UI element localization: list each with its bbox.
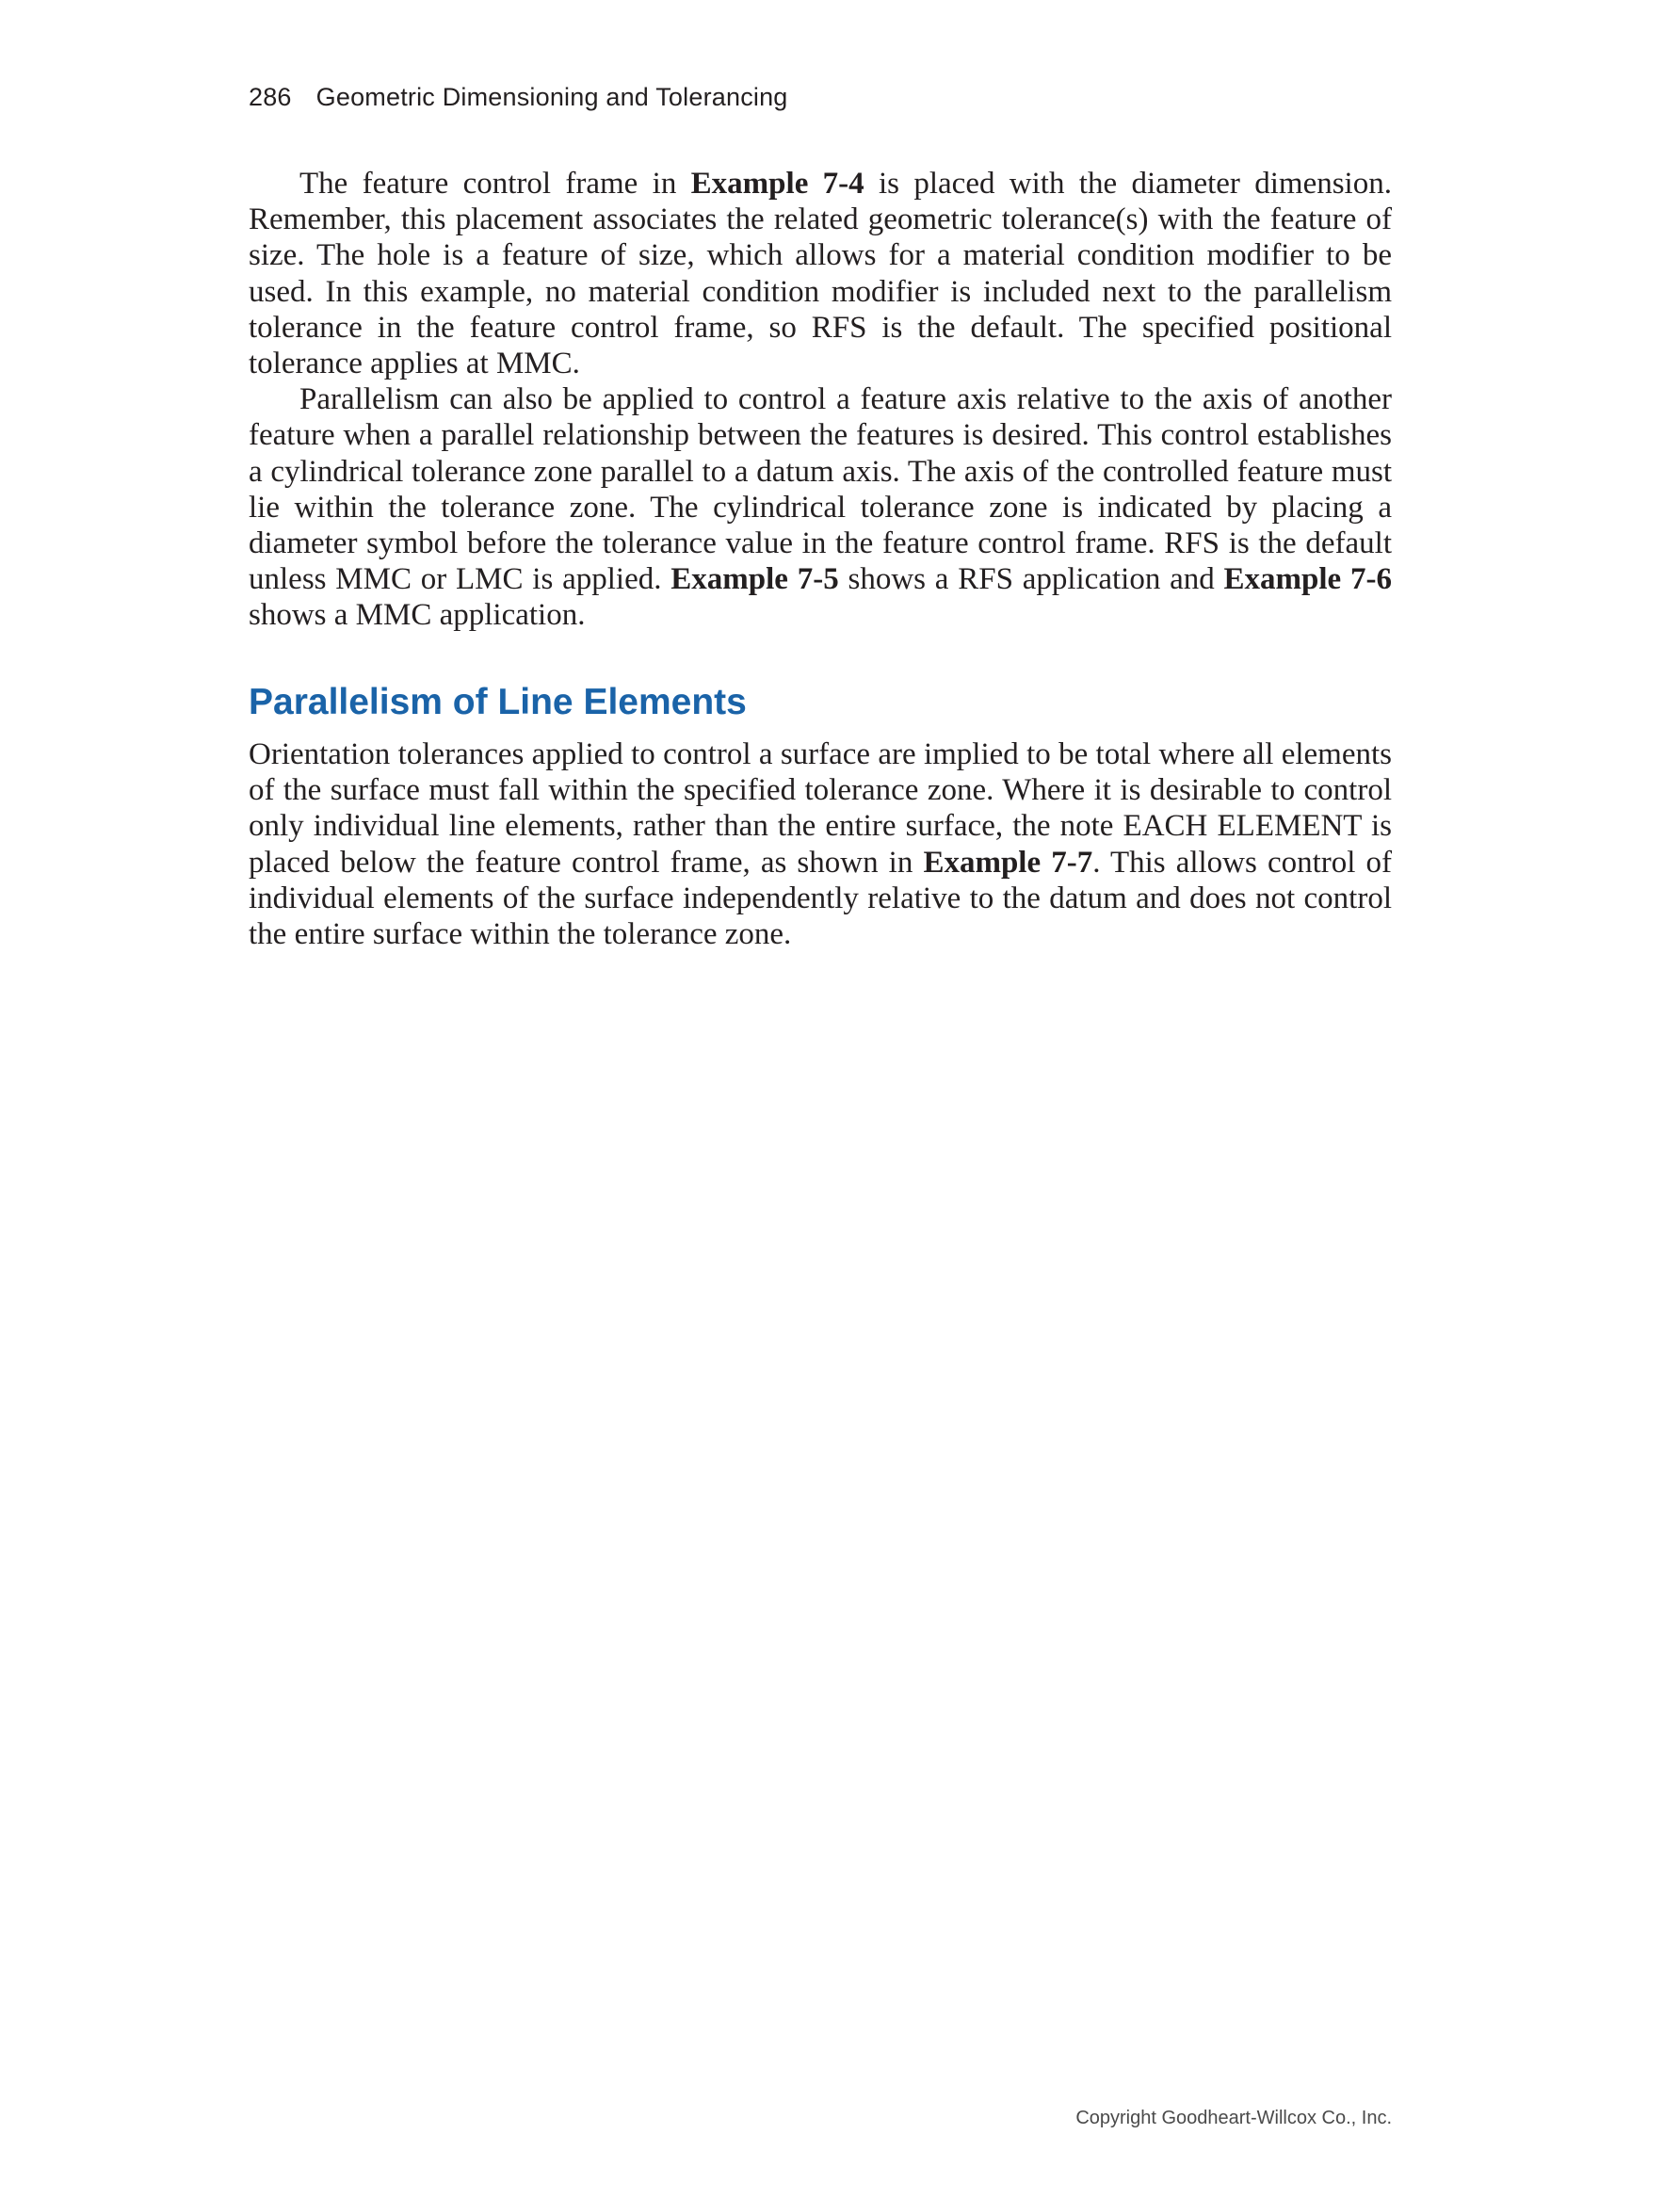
section-heading: Parallelism of Line Elements [249,682,747,722]
running-header [249,83,788,112]
paragraph-3-text-1: Orientation tolerances applied to control a surface are implied to be total where all elements of the surface must fall within the specified tolerance zone. Where it is desirable to control only individual line elements, rather than the entire surface, the note EACH ELEMENT is placed below the feature control frame, as shown in [249,737,1392,880]
paragraph-2-text-2: shows a RFS application and [838,562,1224,597]
paragraph-3 [249,736,1392,952]
paragraph-1-text-1: The feature control frame in [299,167,691,201]
example-reference: Example 7-5 [670,562,839,597]
example-reference: Example 7-6 [1223,562,1392,597]
running-title: Geometric Dimensioning and Tolerancing [315,83,788,111]
section-text-block [249,736,1392,952]
paragraph-1-text-2: is placed with the diameter dimension. Remember, this placement associates the related geometric tolerance(s) with the feature of size. The hole is a feature of size, which allows for a material condition modifier to be used. In this example, no material condition modifier is included next to the parallelism tolerance in the feature control frame, so RFS is the default. The specified positional tolerance applies at MMC. [249,167,1392,381]
paragraph-2-text-1: Parallelism can also be applied to control a feature axis relative to the axis of another feature when a parallel relationship between the features is desired. This control establishes a cylindrical tolerance zone parallel to a datum axis. The axis of the controlled feature must lie within the tolerance zone. The cylindrical tolerance zone is indicated by placing a diameter symbol before the tolerance value in the feature control frame. RFS is the default unless MMC or LMC is applied. [249,382,1392,597]
example-reference: Example 7-7 [923,845,1093,880]
page-number: 286 [249,83,292,111]
copyright-notice: Copyright Goodheart-Willcox Co., Inc. [1075,2108,1392,2128]
paragraph-3-text-2: . This allows control of individual elements of the surface independently relative to the datum and does not control the entire surface within the tolerance zone. [249,845,1392,952]
example-reference: Example 7-4 [690,167,864,201]
paragraph-2 [249,381,1392,633]
intro-text-block [249,166,1392,634]
paragraph-1 [249,166,1392,381]
paragraph-2-text-3: shows a MMC application. [249,598,586,633]
